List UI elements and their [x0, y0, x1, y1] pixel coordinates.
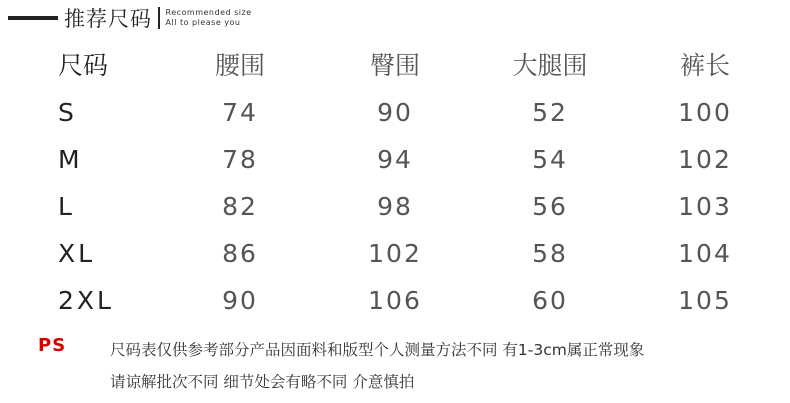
waist-cell: 82: [222, 192, 258, 221]
table-row: [0, 277, 790, 324]
hip-cell: 106: [368, 286, 422, 315]
length-cell: 104: [678, 239, 732, 268]
waist-cell: 90: [222, 286, 258, 315]
length-cell: 103: [678, 192, 732, 221]
size-cell: M: [58, 145, 83, 174]
waist-cell: 86: [222, 239, 258, 268]
waist-cell: 78: [222, 145, 258, 174]
subtitle-line-1: Recommended size: [165, 8, 252, 17]
section-title: 推荐尺码: [64, 7, 152, 31]
hip-cell: 98: [377, 192, 413, 221]
thigh-cell: 58: [532, 239, 568, 268]
table-header-row: [0, 42, 790, 89]
thigh-cell: 54: [532, 145, 568, 174]
table-row: [0, 230, 790, 277]
size-table: [0, 42, 790, 324]
thigh-cell: 56: [532, 192, 568, 221]
size-cell: 2XL: [58, 286, 114, 315]
size-cell: S: [58, 98, 77, 127]
column-header-length: 裤长: [679, 51, 730, 80]
section-subtitle: [166, 8, 252, 28]
hip-cell: 90: [377, 98, 413, 127]
length-cell: 102: [678, 145, 732, 174]
column-header-waist: 腰围: [214, 51, 265, 80]
header-divider: [158, 7, 160, 29]
size-cell: XL: [58, 239, 96, 268]
table-row: [0, 136, 790, 183]
subtitle-line-2: All to please you: [165, 18, 241, 27]
hip-cell: 102: [368, 239, 422, 268]
table-row: [0, 89, 790, 136]
ps-label: PS: [38, 335, 67, 356]
length-cell: 105: [678, 286, 732, 315]
note-line-2: 请谅解批次不同 细节处会有略不同 介意慎拍: [110, 373, 415, 391]
column-header-size: 尺码: [58, 51, 109, 80]
waist-cell: 74: [222, 98, 258, 127]
table-row: [0, 183, 790, 230]
length-cell: 100: [678, 98, 732, 127]
size-cell: L: [58, 192, 75, 221]
thigh-cell: 52: [532, 98, 568, 127]
header-bar: [8, 16, 58, 20]
section-header: [8, 6, 252, 30]
thigh-cell: 60: [532, 286, 568, 315]
column-header-thigh: 大腿围: [512, 51, 588, 80]
note-line-1: 尺码表仅供参考部分产品因面料和版型个人测量方法不同 有1-3cm属正常现象: [110, 341, 645, 359]
hip-cell: 94: [377, 145, 413, 174]
column-header-hip: 臀围: [369, 51, 420, 80]
